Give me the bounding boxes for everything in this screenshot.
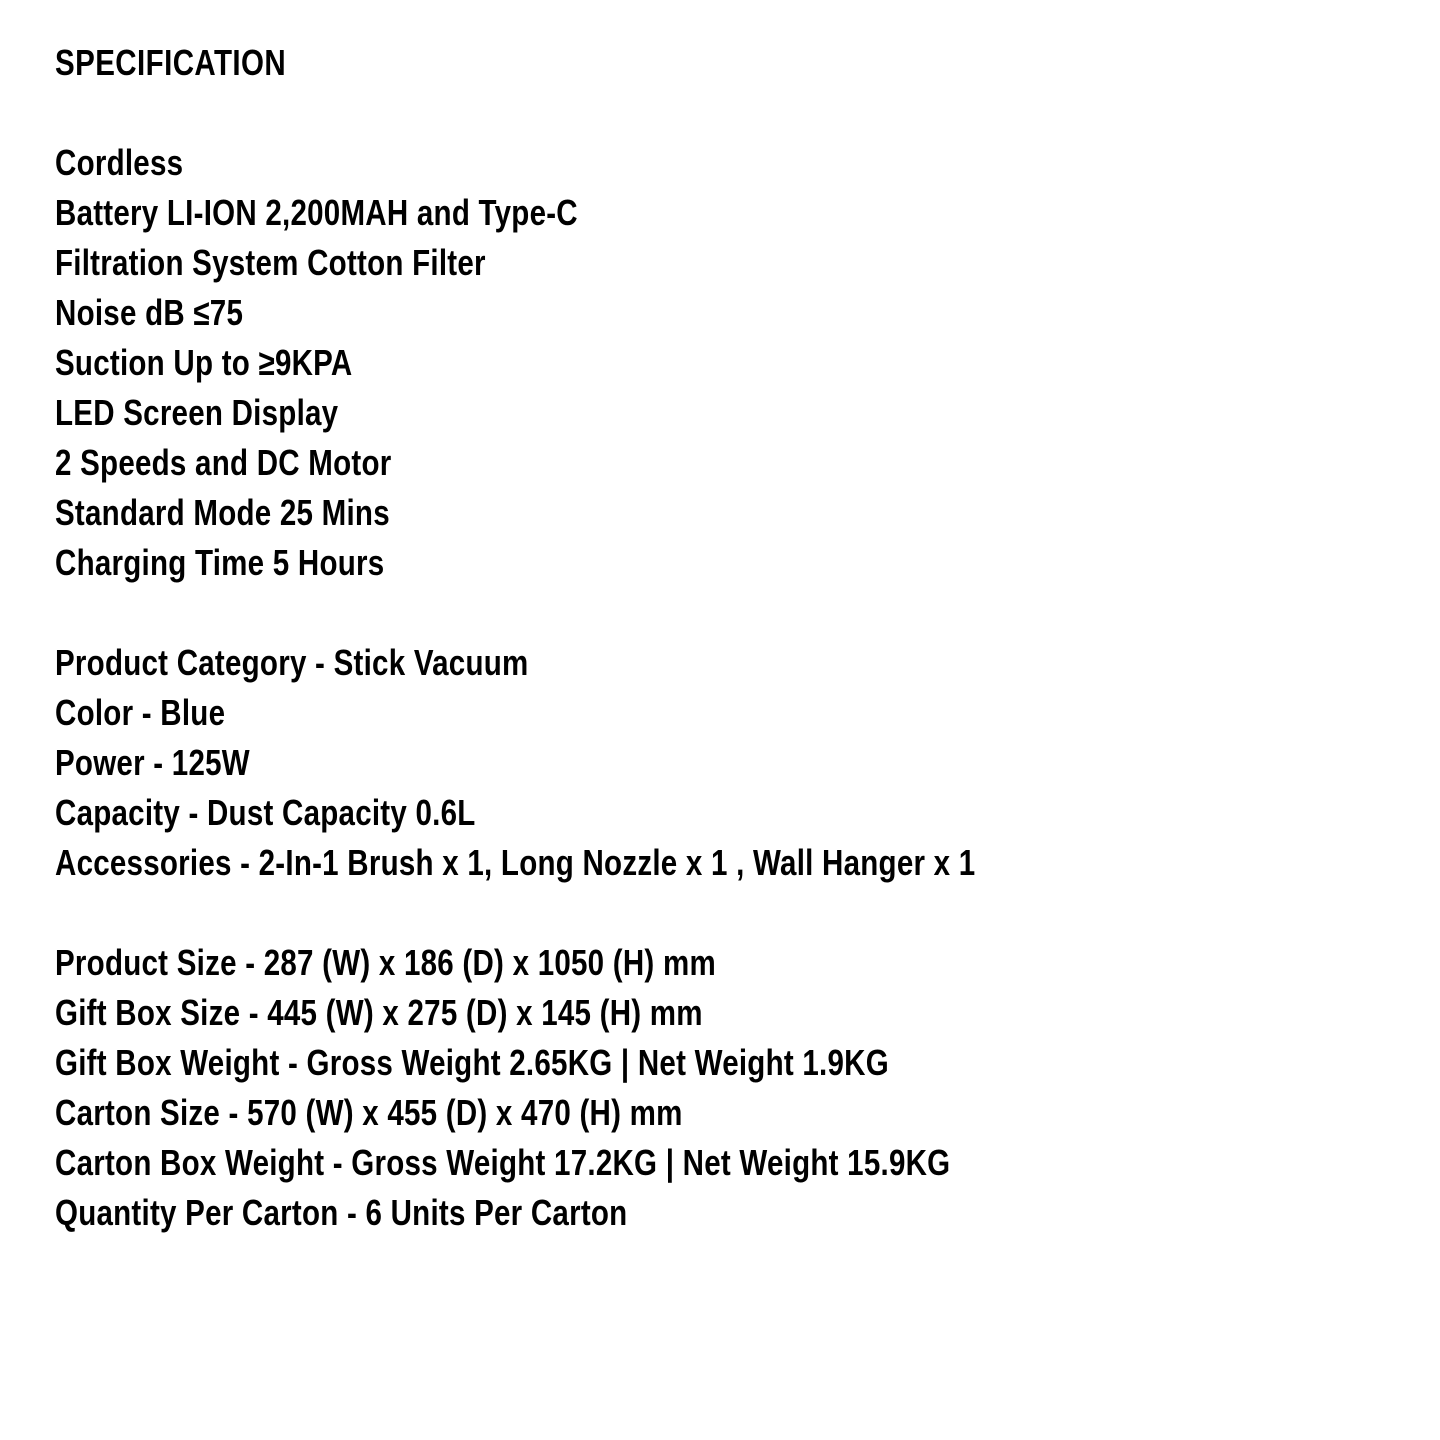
feature-charging-time: Charging Time 5 Hours — [55, 542, 385, 583]
specification-sheet — [55, 38, 1395, 1288]
feature-standard-mode: Standard Mode 25 Mins — [55, 492, 390, 533]
product-capacity: Capacity - Dust Capacity 0.6L — [55, 792, 476, 833]
product-category: Product Category - Stick Vacuum — [55, 642, 529, 683]
packaging-carton-size: Carton Size - 570 (W) x 455 (D) x 470 (H) mm — [55, 1092, 683, 1133]
packaging-gift-box-size: Gift Box Size - 445 (W) x 275 (D) x 145 (H) mm — [55, 992, 703, 1033]
feature-noise: Noise dB ≤75 — [55, 292, 244, 333]
product-info-list — [55, 638, 1395, 888]
packaging-list — [55, 938, 1395, 1238]
feature-battery: Battery LI-ION 2,200MAH and Type-C — [55, 192, 578, 233]
product-color: Color - Blue — [55, 692, 226, 733]
feature-cordless: Cordless — [55, 142, 184, 183]
specification-title: SPECIFICATION — [55, 42, 287, 83]
feature-filtration: Filtration System Cotton Filter — [55, 242, 486, 283]
packaging-gift-box-weight: Gift Box Weight - Gross Weight 2.65KG | Net Weight 1.9KG — [55, 1042, 889, 1083]
packaging-product-size: Product Size - 287 (W) x 186 (D) x 1050 (H) mm — [55, 942, 716, 983]
product-accessories: Accessories - 2-In-1 Brush x 1, Long Nozzle x 1 , Wall Hanger x 1 — [55, 842, 976, 883]
features-list — [55, 138, 1395, 588]
packaging-quantity-per-carton: Quantity Per Carton - 6 Units Per Carton — [55, 1192, 628, 1233]
feature-speeds-motor: 2 Speeds and DC Motor — [55, 442, 392, 483]
feature-suction: Suction Up to ≥9KPA — [55, 342, 353, 383]
product-power: Power - 125W — [55, 742, 250, 783]
packaging-carton-box-weight: Carton Box Weight - Gross Weight 17.2KG | Net Weight 15.9KG — [55, 1142, 951, 1183]
feature-display: LED Screen Display — [55, 392, 339, 433]
